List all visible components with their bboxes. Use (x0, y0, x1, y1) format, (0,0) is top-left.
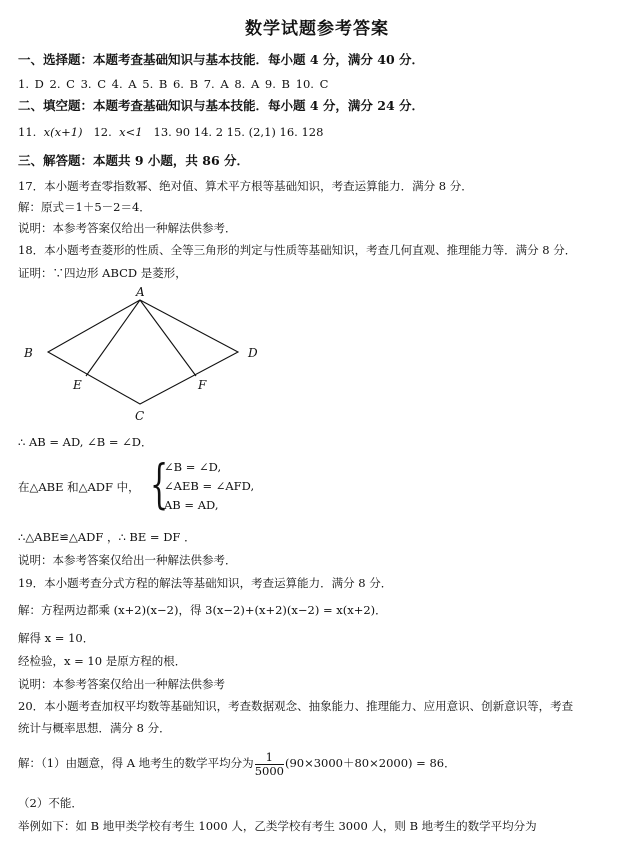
q20-part1-expression: (90×3000＋80×2000) = 86． (284, 756, 456, 770)
section2-answers (18, 124, 323, 140)
left-brace: { (150, 455, 169, 515)
q17-note: 说明：本参考答案仅给出一种解法供参考． (18, 221, 237, 235)
rhombus-figure (18, 286, 278, 426)
vertex-label-d: D (248, 346, 258, 360)
vertex-label-c: C (135, 409, 145, 423)
q19-intro: 19．本小题考查分式方程的解法等基础知识，考查运算能力．满分 8 分． (18, 576, 393, 590)
q17-solution: 解：原式＝1＋5－2＝4． (18, 200, 151, 214)
answer-11-number: 11. (18, 125, 37, 139)
q20-intro-line1: 20．本小题考查加权平均数等基础知识，考查数据观念、抽象能力、推理能力、应用意识、创新意识等，考查 (18, 699, 574, 713)
section1-answers: 1. D 2. C 3. C 4. A 5. B 6. B 7. A 8. A 9. B 10. C (18, 77, 329, 91)
q18-line1: ∴ AB = AD, ∠B = ∠D． (18, 435, 153, 449)
q20-part2: （2）不能． (18, 796, 83, 810)
segment-af (140, 300, 196, 376)
fraction-denominator: 5000 (254, 763, 284, 778)
q20-example: 举例如下：如 B 地甲类学校有考生 1000 人，乙类学校有考生 3000 人，则 B 地考生的数学平均分为 (18, 819, 537, 833)
answers-13-16: 13. 90 14. 2 15. (2,1) 16. 128 (153, 125, 324, 139)
q19-result: 解得 x = 10． (18, 631, 95, 645)
point-label-e: E (73, 378, 82, 392)
section3-heading: 三、解答题：本题共 9 小题，共 86 分． (18, 153, 250, 168)
q19-check: 经检验，x = 10 是原方程的根． (18, 654, 187, 668)
system-line-3: AB = AD, (164, 498, 219, 512)
q20-part1 (18, 748, 456, 778)
q19-note: 说明：本参考答案仅给出一种解法供参考 (18, 677, 225, 691)
answer-12-number: 12. (93, 125, 112, 139)
vertex-label-b: B (24, 346, 33, 360)
q19-solution: 解：方程两边都乘 (x+2)(x−2)，得 3(x−2)+(x+2)(x−2) = x(x+2)． (18, 603, 387, 617)
q18-conclusion: ∴△ABE≌△ADF ，∴ BE = DF ． (18, 530, 196, 544)
q18-proof-start: 证明：∵四边形 ABCD 是菱形， (18, 266, 187, 280)
q20-intro-line2: 统计与概率思想．满分 8 分． (18, 721, 171, 735)
q20-part1-text: 解：（1）由题意，得 A 地考生的数学平均分为 (18, 756, 254, 770)
vertex-label-a: A (136, 286, 145, 299)
section2-heading: 二、填空题：本题考查基础知识与基本技能．每小题 4 分，满分 24 分． (18, 98, 425, 113)
q18-intro: 18．本小题考查菱形的性质、全等三角形的判定与性质等基础知识，考查几何直观、推理能力等．满分 8 分． (18, 243, 577, 257)
q18-in-triangles: 在△ABE 和△ADF 中， (18, 480, 140, 494)
page-title: 数学试题参考答案 (245, 19, 389, 39)
segment-ae (86, 300, 140, 376)
system-line-2: ∠AEB = ∠AFD, (164, 479, 255, 493)
system-line-1: ∠B = ∠D, (164, 460, 222, 474)
answer-11: x(x+1) (43, 125, 83, 139)
q18-note: 说明：本参考答案仅给出一种解法供参考． (18, 553, 237, 567)
fraction-numerator: 1 (255, 751, 284, 765)
q17-intro: 17．本小题考查零指数幂、绝对值、算术平方根等基础知识，考查运算能力．满分 8 分． (18, 179, 473, 193)
fraction-one-over-5000 (255, 751, 284, 778)
answer-12: x<1 (119, 125, 143, 139)
point-label-f: F (198, 378, 207, 392)
section1-heading: 一、选择题：本题考查基础知识与基本技能．每小题 4 分，满分 40 分． (18, 52, 425, 67)
